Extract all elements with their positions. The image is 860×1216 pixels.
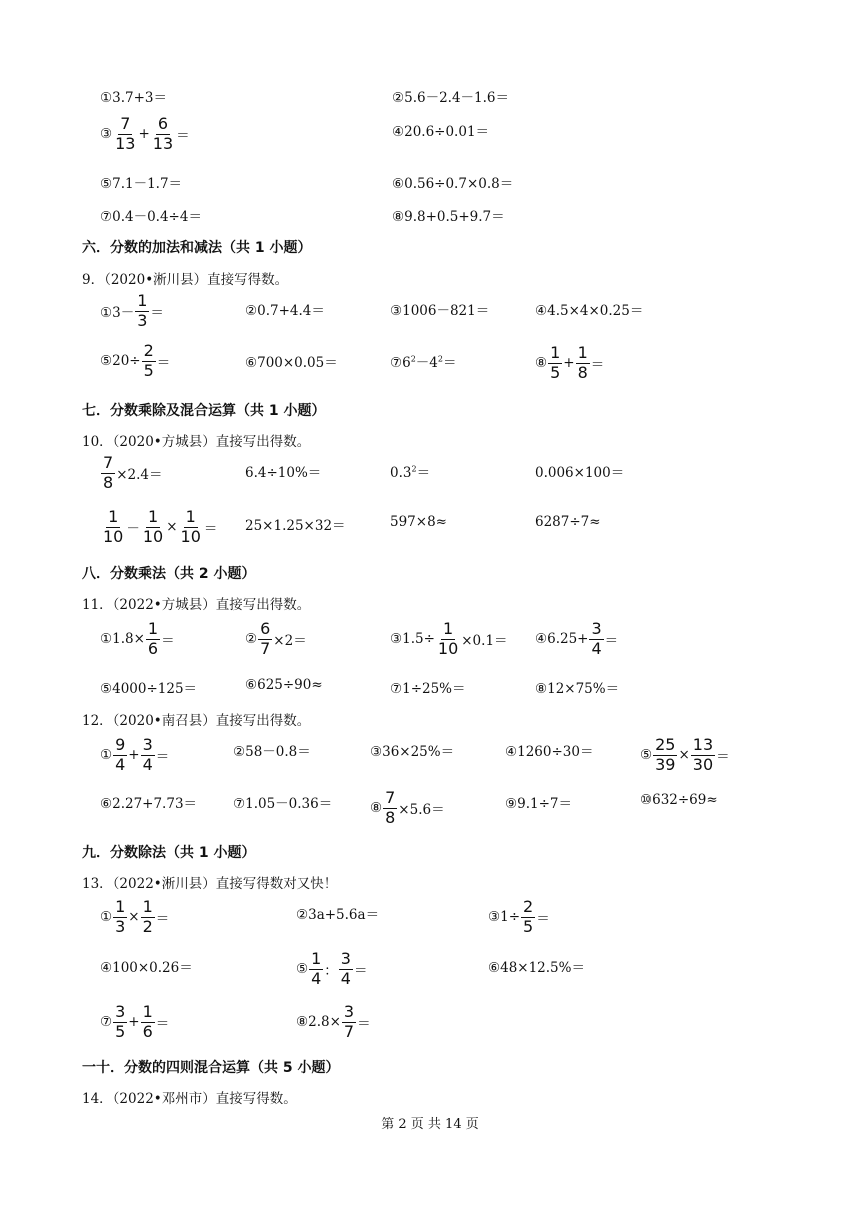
numerator: 3 — [340, 949, 351, 968]
expression-s6-6: ⑥700×0.05＝ — [245, 355, 338, 371]
operator: + — [563, 355, 575, 372]
fraction — [113, 737, 127, 774]
suffix: ＝ — [353, 963, 368, 980]
expression-s6-3: ③1006－821＝ — [390, 303, 490, 319]
prefix: ① — [100, 747, 113, 764]
expression-s8a-2 — [245, 621, 307, 658]
fraction — [589, 621, 603, 658]
fraction — [151, 116, 175, 153]
suffix: ＝ — [155, 1016, 170, 1033]
fraction — [342, 1004, 356, 1041]
expression-s8b-4: ④1260÷30＝ — [505, 744, 594, 760]
prefix: ⑧2.8× — [296, 1014, 341, 1031]
fraction — [113, 899, 127, 936]
denominator: 5 — [115, 1021, 126, 1041]
expression-s9-4: ④100×0.26＝ — [100, 960, 193, 976]
suffix: ×2.4＝ — [116, 467, 163, 484]
page-footer: 第 2 页 共 14 页 — [381, 1117, 479, 1132]
suffix: ＝ — [604, 633, 619, 650]
numerator: 1 — [147, 619, 159, 638]
section-heading-9: 九．分数除法（共 1 小题） — [82, 845, 256, 861]
expression-s9-1 — [100, 899, 169, 936]
fraction — [521, 899, 535, 936]
expression-s8b-10: ⑩632÷69≈ — [640, 792, 718, 808]
prefix: ①3－ — [100, 305, 135, 322]
suffix: ×0.1＝ — [461, 633, 508, 650]
prefix: ⑤ — [296, 961, 309, 978]
prefix: ⑦ — [100, 1014, 113, 1031]
suffix: ＝ — [155, 911, 170, 928]
numerator: 2 — [143, 341, 154, 360]
expression-s6-1 — [100, 293, 164, 330]
denominator: 4 — [311, 968, 322, 988]
denominator: 10 — [437, 638, 459, 658]
denominator: 7 — [343, 1021, 355, 1041]
fraction — [141, 509, 165, 546]
prefix: ③1.5÷ — [390, 631, 435, 648]
prefix: ⑤ — [640, 747, 653, 764]
fraction — [691, 737, 715, 774]
denominator: 3 — [115, 916, 126, 936]
denominator: 6 — [142, 1021, 153, 1041]
fraction — [383, 790, 397, 827]
fraction — [179, 509, 203, 546]
fraction — [142, 343, 156, 380]
numerator: 7 — [120, 114, 131, 133]
prefix: ④6.25+ — [535, 631, 589, 648]
expression-s5-2: ②5.6－2.4－1.6＝ — [392, 90, 510, 106]
section-heading-8: 八．分数乘法（共 2 小题） — [82, 566, 256, 582]
denominator: 8 — [103, 472, 114, 492]
numerator: 7 — [385, 788, 396, 807]
suffix: ＝ — [442, 355, 457, 371]
expression-s6-5 — [100, 343, 170, 380]
question-14: 14．（2022•邓州市）直接写得数。 — [82, 1091, 297, 1107]
operator: × — [678, 747, 690, 764]
denominator: 10 — [103, 526, 124, 546]
denominator: 6 — [147, 638, 159, 658]
expression-s8b-9: ⑨9.1÷7＝ — [505, 796, 572, 812]
fraction — [258, 621, 272, 658]
denominator: 4 — [591, 638, 602, 658]
fraction — [135, 293, 149, 330]
suffix: ×5.6＝ — [398, 802, 445, 819]
operator: ： — [324, 963, 338, 980]
expression-s8b-2: ②58－0.8＝ — [233, 744, 311, 760]
numerator: 1 — [442, 619, 454, 638]
expression-s7-7: 597×8≈ — [390, 514, 447, 530]
expression-s8b-7: ⑦1.05－0.36＝ — [233, 796, 333, 812]
expression-s5-6: ⑥0.56÷0.7×0.8＝ — [392, 176, 514, 192]
suffix: ＝ — [416, 465, 431, 481]
numerator: 1 — [142, 1002, 153, 1021]
expression-s9-5 — [296, 951, 367, 988]
numerator: 1 — [108, 507, 119, 526]
suffix: ＝ — [176, 128, 190, 145]
denominator: 5 — [523, 916, 534, 936]
fraction — [146, 621, 160, 658]
fraction — [576, 345, 590, 382]
numerator: 3 — [591, 619, 602, 638]
denominator: 8 — [385, 807, 396, 827]
expression-s8a-3 — [390, 621, 508, 658]
expression-s8a-7: ⑦1÷25%＝ — [390, 681, 466, 697]
suffix: ＝ — [357, 1016, 371, 1033]
expression-s7-3 — [390, 461, 430, 481]
question-12: 12．（2020•南召县）直接写出得数。 — [82, 713, 311, 729]
expression-s7-5 — [100, 509, 217, 546]
denominator: 10 — [180, 526, 201, 546]
numerator: 7 — [103, 453, 114, 472]
denominator: 3 — [137, 310, 148, 330]
prefix: ② — [245, 631, 258, 648]
base: 0.3 — [390, 465, 412, 481]
numerator: 3 — [343, 1002, 355, 1021]
prefix: ⑧ — [370, 800, 383, 817]
operator: + — [128, 747, 140, 764]
numerator: 1 — [311, 949, 322, 968]
prefix: ① — [100, 909, 113, 926]
operator: + — [138, 126, 150, 143]
expression-s8a-5: ⑤4000÷125＝ — [100, 681, 198, 697]
numerator: 9 — [115, 735, 126, 754]
expression-s5-3 — [100, 116, 190, 153]
denominator: 39 — [655, 754, 676, 774]
expression-s8b-5 — [640, 737, 730, 774]
expression-s8a-8: ⑧12×75%＝ — [535, 681, 620, 697]
expression-s5-7: ⑦0.4－0.4÷4＝ — [100, 209, 202, 225]
suffix: ＝ — [150, 305, 164, 322]
numerator: 1 — [577, 343, 588, 362]
suffix: ＝ — [716, 749, 730, 766]
expression-s9-6: ⑥48×12.5%＝ — [488, 960, 585, 976]
fraction — [113, 1004, 127, 1041]
question-9: 9．（2020•淅川县）直接写得数。 — [82, 272, 289, 288]
fraction — [436, 621, 460, 658]
numerator: 1 — [147, 507, 159, 526]
expression-s8a-6: ⑥625÷90≈ — [245, 677, 323, 693]
prefix: ⑤20÷ — [100, 353, 141, 370]
exponent: 2 — [410, 354, 416, 364]
prefix: ③ — [100, 126, 113, 143]
suffix: ＝ — [590, 357, 605, 374]
suffix: ＝ — [161, 633, 175, 650]
expression-s6-4: ④4.5×4×0.25＝ — [535, 303, 644, 319]
section-heading-7: 七．分数乘除及混合运算（共 1 小题） — [82, 403, 326, 419]
question-13: 13．（2022•淅川县）直接写得数对又快！ — [82, 876, 338, 892]
expression-s5-5: ⑤7.1－1.7＝ — [100, 176, 183, 192]
fraction — [141, 1004, 155, 1041]
expression-s9-8 — [296, 1004, 371, 1041]
expression-s8b-8 — [370, 790, 445, 827]
expression-s7-4: 0.006×100＝ — [535, 465, 625, 481]
fraction — [101, 455, 115, 492]
numerator: 2 — [523, 897, 534, 916]
expression-s5-8: ⑧9.8+0.5+9.7＝ — [392, 209, 505, 225]
numerator: 1 — [550, 343, 561, 362]
operator: + — [128, 1014, 140, 1031]
denominator: 30 — [692, 754, 714, 774]
expression-s6-2: ②0.7+4.4＝ — [245, 303, 325, 319]
expression-s8a-1 — [100, 621, 175, 658]
prefix: ③1÷ — [488, 909, 521, 926]
denominator: 4 — [340, 968, 351, 988]
operator: × — [128, 909, 140, 926]
expression-s7-8: 6287÷7≈ — [535, 514, 601, 530]
denominator: 4 — [142, 754, 153, 774]
question-10: 10．（2020•方城县）直接写出得数。 — [82, 434, 311, 450]
fraction — [101, 509, 125, 546]
question-11: 11．（2022•方城县）直接写出得数。 — [82, 597, 311, 613]
base: ⑦6 — [390, 355, 411, 371]
expression-s8b-3: ③36×25%＝ — [370, 744, 455, 760]
fraction — [309, 951, 323, 988]
denominator: 4 — [115, 754, 126, 774]
denominator: 5 — [550, 362, 561, 382]
numerator: 1 — [137, 291, 148, 310]
denominator: 8 — [577, 362, 588, 382]
expression-s6-7 — [390, 351, 456, 371]
expression-s9-2: ②3a+5.6a＝ — [296, 907, 380, 923]
fraction — [339, 951, 353, 988]
numerator: 6 — [157, 114, 169, 133]
denominator: 2 — [142, 916, 153, 936]
denominator: 5 — [143, 360, 154, 380]
expression-s7-1 — [100, 455, 162, 492]
denominator: 7 — [260, 638, 271, 658]
operator: － — [126, 521, 140, 538]
suffix: ×2＝ — [273, 633, 307, 650]
expression-s8b-6: ⑥2.27+7.73＝ — [100, 796, 198, 812]
prefix: ⑧ — [535, 355, 548, 372]
expression-s8a-4 — [535, 621, 618, 658]
fraction — [141, 899, 155, 936]
expression-s7-6: 25×1.25×32＝ — [245, 518, 346, 534]
numerator: 3 — [142, 735, 153, 754]
operator: × — [166, 519, 178, 536]
numerator: 1 — [185, 507, 196, 526]
middle: －4 — [415, 355, 438, 371]
suffix: ＝ — [156, 355, 171, 372]
fraction — [548, 345, 562, 382]
fraction — [653, 737, 677, 774]
expression-s7-2: 6.4÷10%＝ — [245, 465, 322, 481]
suffix: ＝ — [155, 749, 170, 766]
numerator: 3 — [115, 1002, 126, 1021]
section-heading-10: 一十．分数的四则混合运算（共 5 小题） — [82, 1060, 340, 1076]
fraction — [141, 737, 155, 774]
exponent: 2 — [437, 354, 443, 364]
expression-s5-4: ④20.6÷0.01＝ — [392, 124, 490, 140]
expression-s9-3 — [488, 899, 550, 936]
denominator: 10 — [142, 526, 164, 546]
numerator: 6 — [260, 619, 271, 638]
expression-s9-7 — [100, 1004, 169, 1041]
suffix: ＝ — [203, 521, 218, 538]
prefix: ①1.8× — [100, 631, 145, 648]
expression-s8b-1 — [100, 737, 169, 774]
section-heading-6: 六．分数的加法和减法（共 1 小题） — [82, 240, 312, 256]
fraction — [113, 116, 137, 153]
denominator: 13 — [115, 133, 136, 153]
numerator: 1 — [115, 897, 126, 916]
suffix: ＝ — [536, 911, 550, 928]
expression-s5-1: ①3.7+3＝ — [100, 90, 167, 106]
exponent: 2 — [411, 464, 417, 474]
expression-s6-8 — [535, 345, 604, 382]
denominator: 13 — [152, 133, 174, 153]
numerator: 1 — [142, 897, 153, 916]
numerator: 25 — [655, 735, 676, 754]
numerator: 13 — [692, 735, 714, 754]
